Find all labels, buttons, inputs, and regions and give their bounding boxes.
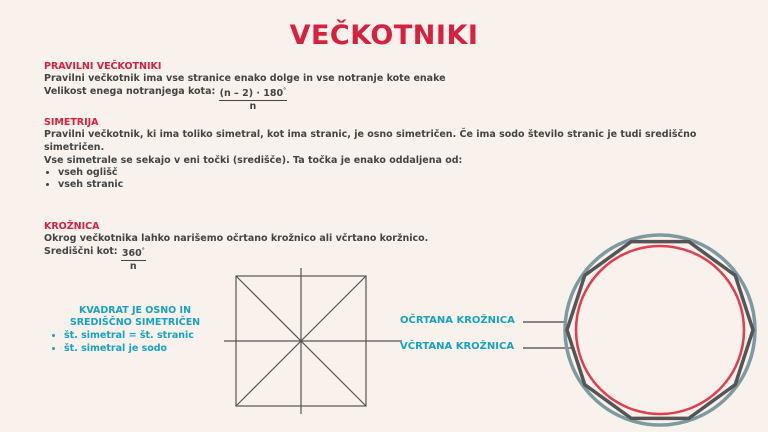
circumscribed-circle [565, 235, 755, 425]
interior-angle-formula [219, 85, 287, 113]
list-item: • št. simetral = št. stranic [64, 329, 220, 342]
circumscribed-circle-label: OČRTANA KROŽNICA [400, 315, 515, 326]
symmetry-line-2: simetričen. [44, 142, 105, 153]
page-title: VEČKOTNIKI [289, 20, 479, 51]
square-note-heading-1: KVADRAT JE OSNO IN [78, 305, 192, 316]
regular-formula-prefix: Velikost enega notranjega kota: [44, 86, 216, 97]
degree-sign: ° [141, 247, 145, 254]
section-regular [44, 61, 744, 113]
central-angle-prefix: Središčni kot: [44, 246, 118, 257]
square-note [50, 305, 220, 355]
regular-line-2 [44, 85, 744, 113]
polygon-circles-diagram [562, 232, 758, 428]
square-symmetry-diagram [224, 268, 404, 414]
formula-denominator: n [249, 101, 257, 113]
central-angle-formula [121, 245, 146, 273]
circle-line-1: Okrog večkotnika lahko narišemo očrtano krožnico ali včrtano koržnico. [44, 233, 429, 244]
list-item: • vseh stranic [58, 179, 744, 191]
symmetry-line-1: Pravilni večkotnik, ki ima toliko simetral, kot ima stranic, je osno simetričen. Če ima sodo število stranic je tudi središčno [44, 129, 697, 140]
section-heading-regular: PRAVILNI VEČKOTNIKI [44, 61, 162, 72]
inscribed-circle [576, 246, 744, 414]
regular-line-1: Pravilni večkotnik ima vse stranice enako dolge in vse notranje kote enake [44, 73, 446, 84]
formula-numerator: (n – 2) · 180 [219, 88, 284, 100]
list-item: • št. simetral je sodo [64, 342, 220, 355]
symmetry-bullets [44, 167, 744, 191]
section-heading-symmetry: SIMETRIJA [44, 117, 99, 128]
section-heading-circle: KROŽNICA [44, 221, 100, 232]
formula-denominator: n [129, 261, 137, 273]
section-symmetry [44, 117, 744, 191]
list-item: • vseh oglišč [58, 167, 744, 179]
inscribed-circle-label: VČRTANA KROŽNICA [400, 341, 515, 352]
square-note-heading-2: SREDIŠČNO SIMETRIČEN [69, 317, 201, 328]
degree-sign: ° [283, 87, 287, 94]
regular-polygon [567, 242, 753, 419]
symmetry-line-3: Vse simetrale se sekajo v eni točki (središče). Ta točka je enako oddaljena od: [44, 155, 463, 166]
square-note-bullets [50, 329, 220, 355]
formula-numerator: 360 [121, 248, 142, 260]
